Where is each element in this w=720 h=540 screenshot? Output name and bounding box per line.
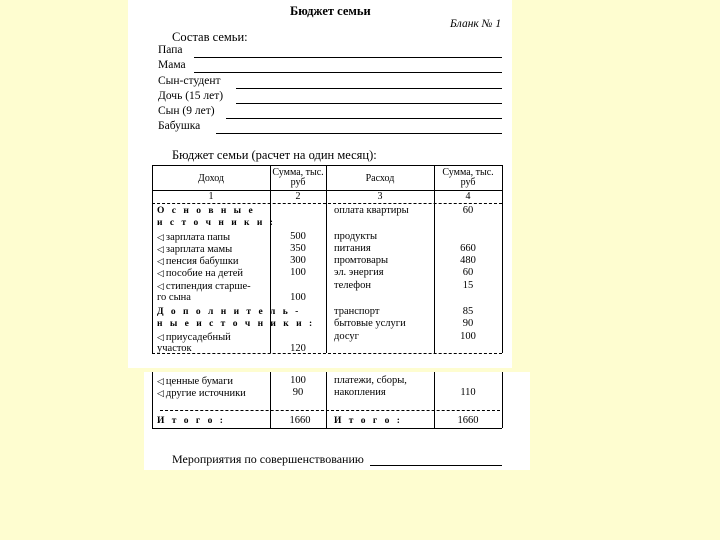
expense-label: бытовые услуги <box>334 318 406 329</box>
fill-line <box>236 103 502 104</box>
triangle-bullet-icon: ◁ <box>157 332 164 342</box>
income-row-continued: участок <box>157 343 192 354</box>
income-value: 500 <box>290 231 306 242</box>
column-number: 4 <box>465 191 471 202</box>
income-value: 100 <box>290 267 306 278</box>
triangle-bullet-icon: ◁ <box>157 376 164 386</box>
expense-value: 100 <box>460 331 476 342</box>
expense-label: накопления <box>334 387 386 398</box>
expense-label: платежи, сборы, <box>334 375 407 386</box>
member-label: Бабушка <box>158 120 201 132</box>
income-row: ◁ стипендия старше- <box>157 281 251 292</box>
income-row-continued: го сына <box>157 292 191 303</box>
document-title: Бюджет семьи <box>290 4 371 18</box>
income-row: ◁ другие источники <box>157 388 246 399</box>
member-label: Дочь (15 лет) <box>158 90 224 102</box>
income-extra-heading: Д о п о л н и т е л ь - <box>157 307 301 317</box>
table-border-top <box>152 165 502 166</box>
header-expense-sum: Сумма, тыс. руб <box>442 167 494 188</box>
fill-line <box>194 57 502 58</box>
income-extra-heading: н ы е и с т о ч н и к и : <box>157 319 315 329</box>
fill-line <box>236 88 502 89</box>
column-number: 2 <box>295 191 301 202</box>
income-main-heading: и с т о ч н и к и : <box>157 218 276 228</box>
fill-line <box>216 133 502 134</box>
header-expense: Расход <box>365 173 395 184</box>
expense-value: 15 <box>462 280 474 291</box>
income-value: 350 <box>290 243 306 254</box>
header-income: Доход <box>198 173 224 184</box>
table-header-divider <box>152 190 502 191</box>
triangle-bullet-icon: ◁ <box>157 244 164 254</box>
fill-line <box>370 465 502 466</box>
income-row: ◁ зарплата папы <box>157 232 231 243</box>
improvement-measures-label: Мероприятия по совершенствованию <box>172 452 364 466</box>
income-value: 300 <box>290 255 306 266</box>
member-label: Сын-студент <box>158 75 221 87</box>
total-expense: 1660 <box>457 415 479 426</box>
triangle-bullet-icon: ◁ <box>157 256 164 266</box>
income-value: 90 <box>292 387 304 398</box>
income-value: 100 <box>290 292 306 303</box>
total-label: И т о г о : <box>334 416 403 426</box>
expense-value: 660 <box>460 243 476 254</box>
expense-label: промтовары <box>334 255 389 266</box>
expense-label: оплата квартиры <box>334 205 409 216</box>
member-label: Сын (9 лет) <box>158 105 215 117</box>
column-number: 1 <box>208 191 214 202</box>
total-income: 1660 <box>289 415 311 426</box>
expense-value: 85 <box>462 306 474 317</box>
expense-label: эл. энергия <box>334 267 384 278</box>
fill-line <box>194 72 502 73</box>
table-col-line <box>502 372 503 428</box>
table-total-divider <box>160 410 500 411</box>
header-income-sum: Сумма, тыс. руб <box>272 167 324 188</box>
expense-value: 110 <box>460 387 476 398</box>
income-row: ◁ приусадебный <box>157 332 231 343</box>
column-number: 3 <box>377 191 383 202</box>
triangle-bullet-icon: ◁ <box>157 232 164 242</box>
budget-title: Бюджет семьи (расчет на один месяц): <box>172 148 377 162</box>
table-col-line <box>434 372 435 428</box>
income-main-heading: О с н о в н ы е <box>157 206 256 216</box>
table-col-line <box>502 165 503 353</box>
total-label: И т о г о : <box>157 416 226 426</box>
member-label: Папа <box>158 44 183 56</box>
expense-value: 480 <box>460 255 476 266</box>
expense-label: транспорт <box>334 306 380 317</box>
composition-title: Состав семьи: <box>172 30 248 44</box>
table-break-line <box>152 353 502 354</box>
expense-label: телефон <box>334 280 371 291</box>
income-row: ◁ пенсия бабушки <box>157 256 239 267</box>
expense-label: питания <box>334 243 371 254</box>
income-row: ◁ пособие на детей <box>157 268 243 279</box>
income-value: 100 <box>290 375 306 386</box>
table-colnum-divider <box>152 203 502 204</box>
fill-line <box>226 118 502 119</box>
expense-value: 90 <box>462 318 474 329</box>
income-row: ◁ ценные бумаги <box>157 376 233 387</box>
table-col-line <box>152 372 153 428</box>
expense-value: 60 <box>462 267 474 278</box>
triangle-bullet-icon: ◁ <box>157 388 164 398</box>
triangle-bullet-icon: ◁ <box>157 268 164 278</box>
triangle-bullet-icon: ◁ <box>157 281 164 291</box>
income-value: 120 <box>290 343 306 354</box>
table-col-line <box>270 372 271 428</box>
member-label: Мама <box>158 59 186 71</box>
table-col-line <box>326 372 327 428</box>
form-number: Бланк № 1 <box>450 18 502 30</box>
expense-label: досуг <box>334 331 359 342</box>
table-border-bottom <box>152 428 502 429</box>
expense-value: 60 <box>462 205 474 216</box>
expense-label: продукты <box>334 231 378 242</box>
income-row: ◁ зарплата мамы <box>157 244 233 255</box>
